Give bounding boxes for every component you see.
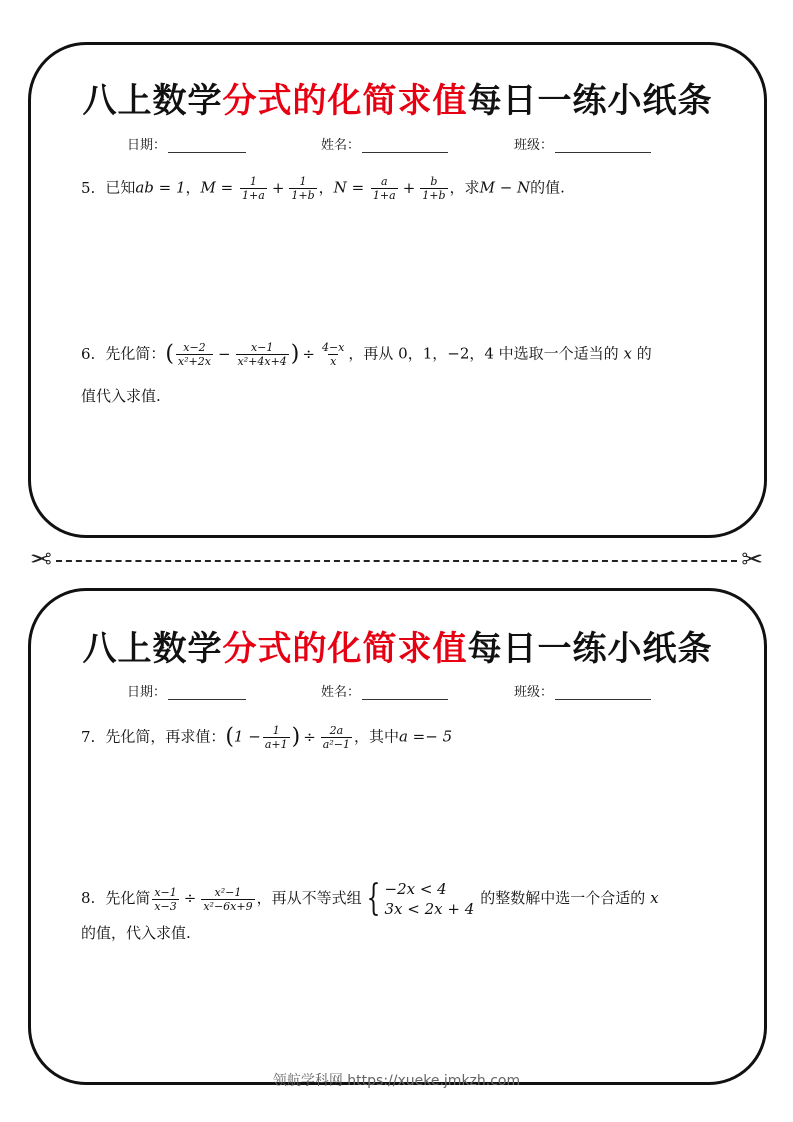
q5-expression: M − N [479,178,531,197]
denominator: 1+b [422,189,446,202]
denominator: 1+b [291,189,315,202]
question-number: 6. [81,344,96,363]
q7-tail: ，其中 [353,727,399,746]
title-part-1: 八上数学 [82,629,223,669]
name-blank[interactable] [362,138,448,153]
q6-prefix: 先化简： [105,344,166,363]
info-row [31,134,764,154]
fraction [321,724,352,751]
fraction [152,886,178,913]
q5-N: N = [333,178,365,197]
q5-sep2: ， [318,178,334,197]
denominator: x²+2x [177,355,211,368]
name-label: 姓名： [321,685,361,700]
right-paren: ) [290,341,300,367]
fraction [371,175,398,202]
right-paren: ) [291,724,301,750]
class-field[interactable] [514,681,651,700]
q8-mid: ，再从不等式组 [256,889,362,907]
name-label: 姓名： [321,138,361,153]
numerator: x²−1 [214,885,242,899]
question-number: 5. [81,178,96,197]
q8-line2: 的值，代入求值. [81,924,191,942]
numerator: x−2 [183,341,206,354]
worksheet-card-1 [28,42,767,538]
info-row [31,681,764,701]
date-blank[interactable] [168,138,246,153]
question-6 [81,341,734,368]
plus-sign: + [402,178,416,197]
numerator: 1 [249,175,257,188]
divide-sign: ÷ [183,889,197,907]
q8-tail: 的整数解中选一个合适的 [480,889,646,907]
plus-sign: + [271,178,285,197]
q7-prefix: 先化简，再求值： [105,727,226,746]
q8-prefix: 先化简 [105,889,151,907]
class-field[interactable] [514,134,651,153]
denominator: 1+a [242,189,265,202]
denominator: x [330,355,337,368]
q5-M: M = [200,178,234,197]
title-part-1: 八上数学 [82,81,223,121]
fraction [420,175,447,202]
question-number: 8. [81,889,96,907]
numerator: 1 [272,724,280,737]
denominator: 1+a [372,189,396,202]
name-field[interactable] [321,134,448,153]
question-5 [81,175,734,202]
question-6-line2 [81,385,734,407]
date-label: 日期： [127,138,167,153]
q5-tail1: ，求 [449,178,480,197]
left-paren: ( [225,724,234,750]
q6-variable: x [623,344,632,363]
system-brace: { [366,878,380,919]
denominator: x²−6x+9 [203,899,253,913]
cut-line-divider [56,560,737,562]
q6-tail-end: 的 [636,344,652,363]
question-8 [81,879,734,919]
fraction [320,341,346,368]
numerator: 2a [329,724,344,737]
numerator: x−1 [250,341,274,354]
class-blank[interactable] [555,685,651,700]
question-8-line2 [81,922,734,944]
fraction [289,175,316,202]
q5-condition: ab = 1 [135,178,186,197]
title-topic: 分式的化简求值 [222,81,468,121]
numerator: a [381,175,388,188]
fraction [263,724,290,751]
inequality-1: −2x < 4 [384,880,447,898]
scissors-icon: ✂ [741,545,763,575]
date-blank[interactable] [168,685,246,700]
q5-prefix: 已知 [105,178,136,197]
worksheet-title [31,73,764,122]
numerator: 4−x [321,341,345,354]
question-number: 7. [81,727,96,746]
numerator: b [430,175,438,188]
denominator: a+1 [264,738,288,751]
date-label: 日期： [127,685,167,700]
denominator: x²+4x+4 [237,355,287,368]
denominator: x−3 [154,899,177,913]
numerator: 1 [299,175,307,188]
numerator: x−1 [154,885,177,899]
q6-line2: 值代入求值. [81,387,161,405]
q7-one-minus: 1 − [233,727,261,746]
title-topic: 分式的化简求值 [222,629,468,669]
inequality-2: 3x < 2x + 4 [384,900,475,918]
class-label: 班级： [514,138,554,153]
q5-sep1: ， [185,178,201,197]
date-field[interactable] [127,134,246,153]
minus-sign: − [217,344,231,363]
inequality-system [385,879,475,919]
denominator: a²−1 [322,738,350,751]
name-blank[interactable] [362,685,448,700]
divide-sign: ÷ [302,344,315,363]
question-7 [81,724,734,751]
q6-tail: ，再从 0，1，−2，4 中选取一个适当的 [348,344,619,363]
fraction [240,175,267,202]
class-label: 班级： [514,685,554,700]
title-part-3: 每日一练小纸条 [467,629,713,669]
date-field[interactable] [127,681,246,700]
worksheet-title [31,621,764,670]
q8-variable: x [650,889,659,907]
fraction [176,341,213,368]
title-part-3: 每日一练小纸条 [467,81,713,121]
q7-condition: a =− 5 [398,727,453,746]
name-field[interactable] [321,681,448,700]
fraction [236,341,289,368]
left-paren: ( [165,341,174,367]
footer-watermark: 领航学科网 https://xueke.jmkzh.com [272,1073,521,1089]
divide-sign: ÷ [303,727,316,746]
q5-tail2: 的值. [530,178,565,197]
worksheet-card-2 [28,588,767,1085]
fraction [201,886,254,913]
scissors-icon: ✂ [30,545,52,575]
class-blank[interactable] [555,138,651,153]
